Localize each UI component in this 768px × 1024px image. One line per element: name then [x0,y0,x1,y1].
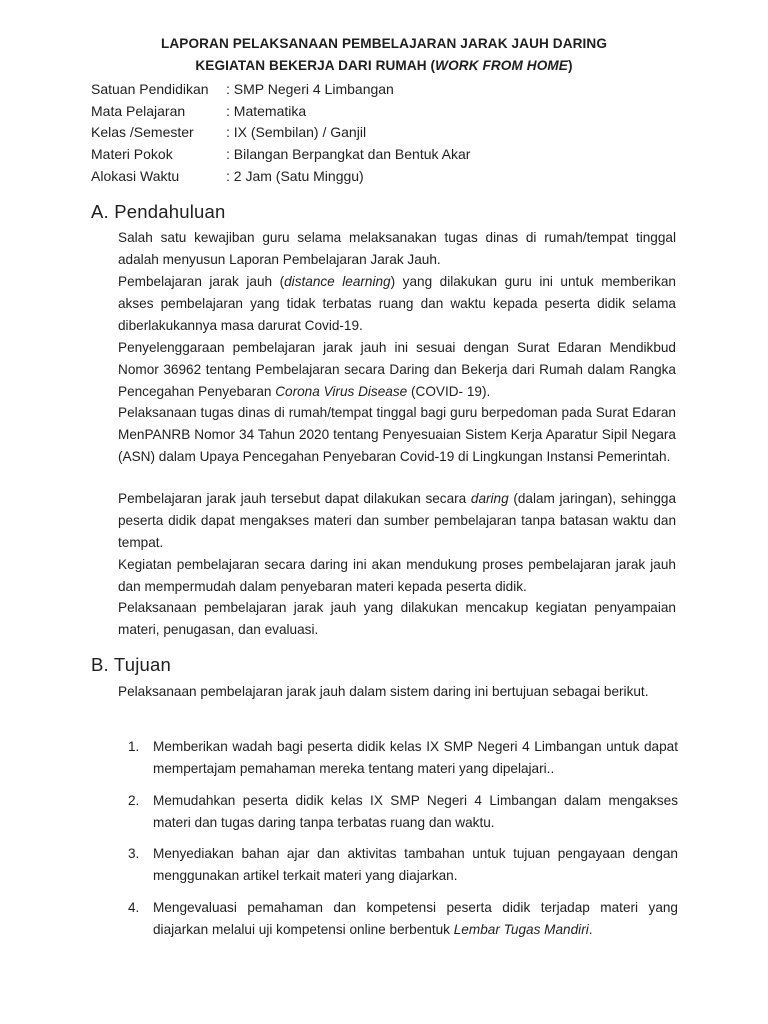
paragraph-a4: Pelaksanaan tugas dinas di rumah/tempat tinggal bagi guru berpedoman pada Surat Edaran MenPANRB Nomor 34 Tahun 2020 tentang Penyesuaian Sistem Kerja Aparatur Sipil Negara (ASN) dalam Upaya Pencegahan Penyebaran Covid-19 di Lingkungan Instansi Pemerintah. [118,405,676,464]
meta-label: Kelas /Semester [91,124,194,140]
meta-value: : SMP Negeri 4 Limbangan [226,81,394,97]
report-title [0,36,768,51]
paragraph-a5 [118,488,676,554]
text-em: distance learning [284,274,391,289]
list-item [118,843,678,887]
meta-label: Materi Pokok [91,146,173,162]
meta-value: : Bilangan Berpangkat dan Bentuk Akar [226,146,471,162]
list-number: 4. [128,900,140,915]
text-span: Pembelajaran jarak jauh tersebut dapat dilakukan secara [118,491,471,506]
paragraph-a7: Pelaksanaan pembelajaran jarak jauh yang dilakukan mencakup kegiatan penyampaian materi, penugasan, dan evaluasi. [118,600,676,637]
list-number: 1. [128,739,140,754]
section-heading-pendahuluan: A. Pendahuluan [91,201,226,222]
meta-row-satuan [91,79,394,99]
text-span: (COVID- 19). [407,384,491,399]
list-text: Memudahkan peserta didik kelas IX SMP Negeri 4 Limbangan dalam mengakses materi dan tugas daring tanpa terbatas ruang dan waktu. [153,793,678,830]
text-em: Lembar Tugas Mandiri [453,922,589,937]
paragraph-a6: Kegiatan pembelajaran secara daring ini akan mendukung proses pembelajaran jarak jauh dan mempermudah dalam penyebaran materi kepada peserta didik. [118,557,676,594]
text-span: Mengevaluasi pemahaman dan kompetensi peserta didik terjadap materi yang diajarkan melalui uji kompetensi online berbentuk [153,900,678,937]
meta-row-kelas [91,122,366,142]
list-text [153,897,678,941]
meta-label: Satuan Pendidikan [91,81,209,97]
text-em: daring [470,491,509,506]
meta-value: : Matematika [226,103,307,119]
text-span: (dalam jaringan), sehingga peserta didik dapat mengakses materi dan sumber pembelajaran tanpa batasan waktu dan tempat. [118,491,677,550]
paragraph-a2 [118,271,676,337]
text-span: . [588,922,593,937]
list-text: Menyediakan bahan ajar dan aktivitas tambahan untuk tujuan pengayaan dengan menggunakan artikel terkait materi yang diajarkan. [153,846,678,883]
meta-row-mapel [91,101,306,121]
report-subtitle [0,58,768,73]
text-span: Pembelajaran jarak jauh ( [118,274,285,289]
list-item [118,736,678,780]
text-em: Corona Virus Disease [275,384,408,399]
meta-row-alokasi [91,166,364,186]
meta-label: Mata Pelajaran [91,103,186,119]
text-span: ) yang dilakukan guru ini untuk memberikan akses pembelajaran yang tidak terbatas ruang dan waktu kepada peserta didik selama diberlakukannya masa darurat Covid-19. [118,274,676,333]
list-number: 3. [128,846,140,861]
report-subtitle-post: ) [567,58,573,73]
report-subtitle-pre: KEGIATAN BEKERJA DARI RUMAH ( [195,58,436,73]
list-text: Memberikan wadah bagi peserta didik kelas IX SMP Negeri 4 Limbangan untuk dapat mempertajam pemahaman mereka tentang materi yang dipelajari.. [153,739,678,776]
paragraph-a3 [118,337,676,403]
paragraph-a1: Salah satu kewajiban guru selama melaksanakan tugas dinas di rumah/tempat tinggal adalah menyusun Laporan Pembelajaran Jarak Jauh. [118,230,676,267]
text-span: Penyelenggaraan pembelajaran jarak jauh ini sesuai dengan Surat Edaran Mendikbud Nomor 36962 tentang Pembelajaran secara Daring dan Bekerja dari Rumah dalam Rangka Pencegahan Penyebaran [118,340,676,399]
list-item [118,790,678,834]
report-subtitle-em: WORK FROM HOME [435,58,568,73]
meta-value: : IX (Sembilan) / Ganjil [226,124,367,140]
meta-label: Alokasi Waktu [91,168,180,184]
section-heading-tujuan: B. Tujuan [91,654,171,675]
meta-value: : 2 Jam (Satu Minggu) [226,168,364,184]
list-item [118,897,678,941]
list-number: 2. [128,793,140,808]
paragraph-b-intro: Pelaksanaan pembelajaran jarak jauh dalam sistem daring ini bertujuan sebagai berikut. [118,684,649,699]
meta-row-materi [91,144,470,164]
report-title-line1: LAPORAN PELAKSANAAN PEMBELAJARAN JARAK JAUH DARING [160,36,608,51]
